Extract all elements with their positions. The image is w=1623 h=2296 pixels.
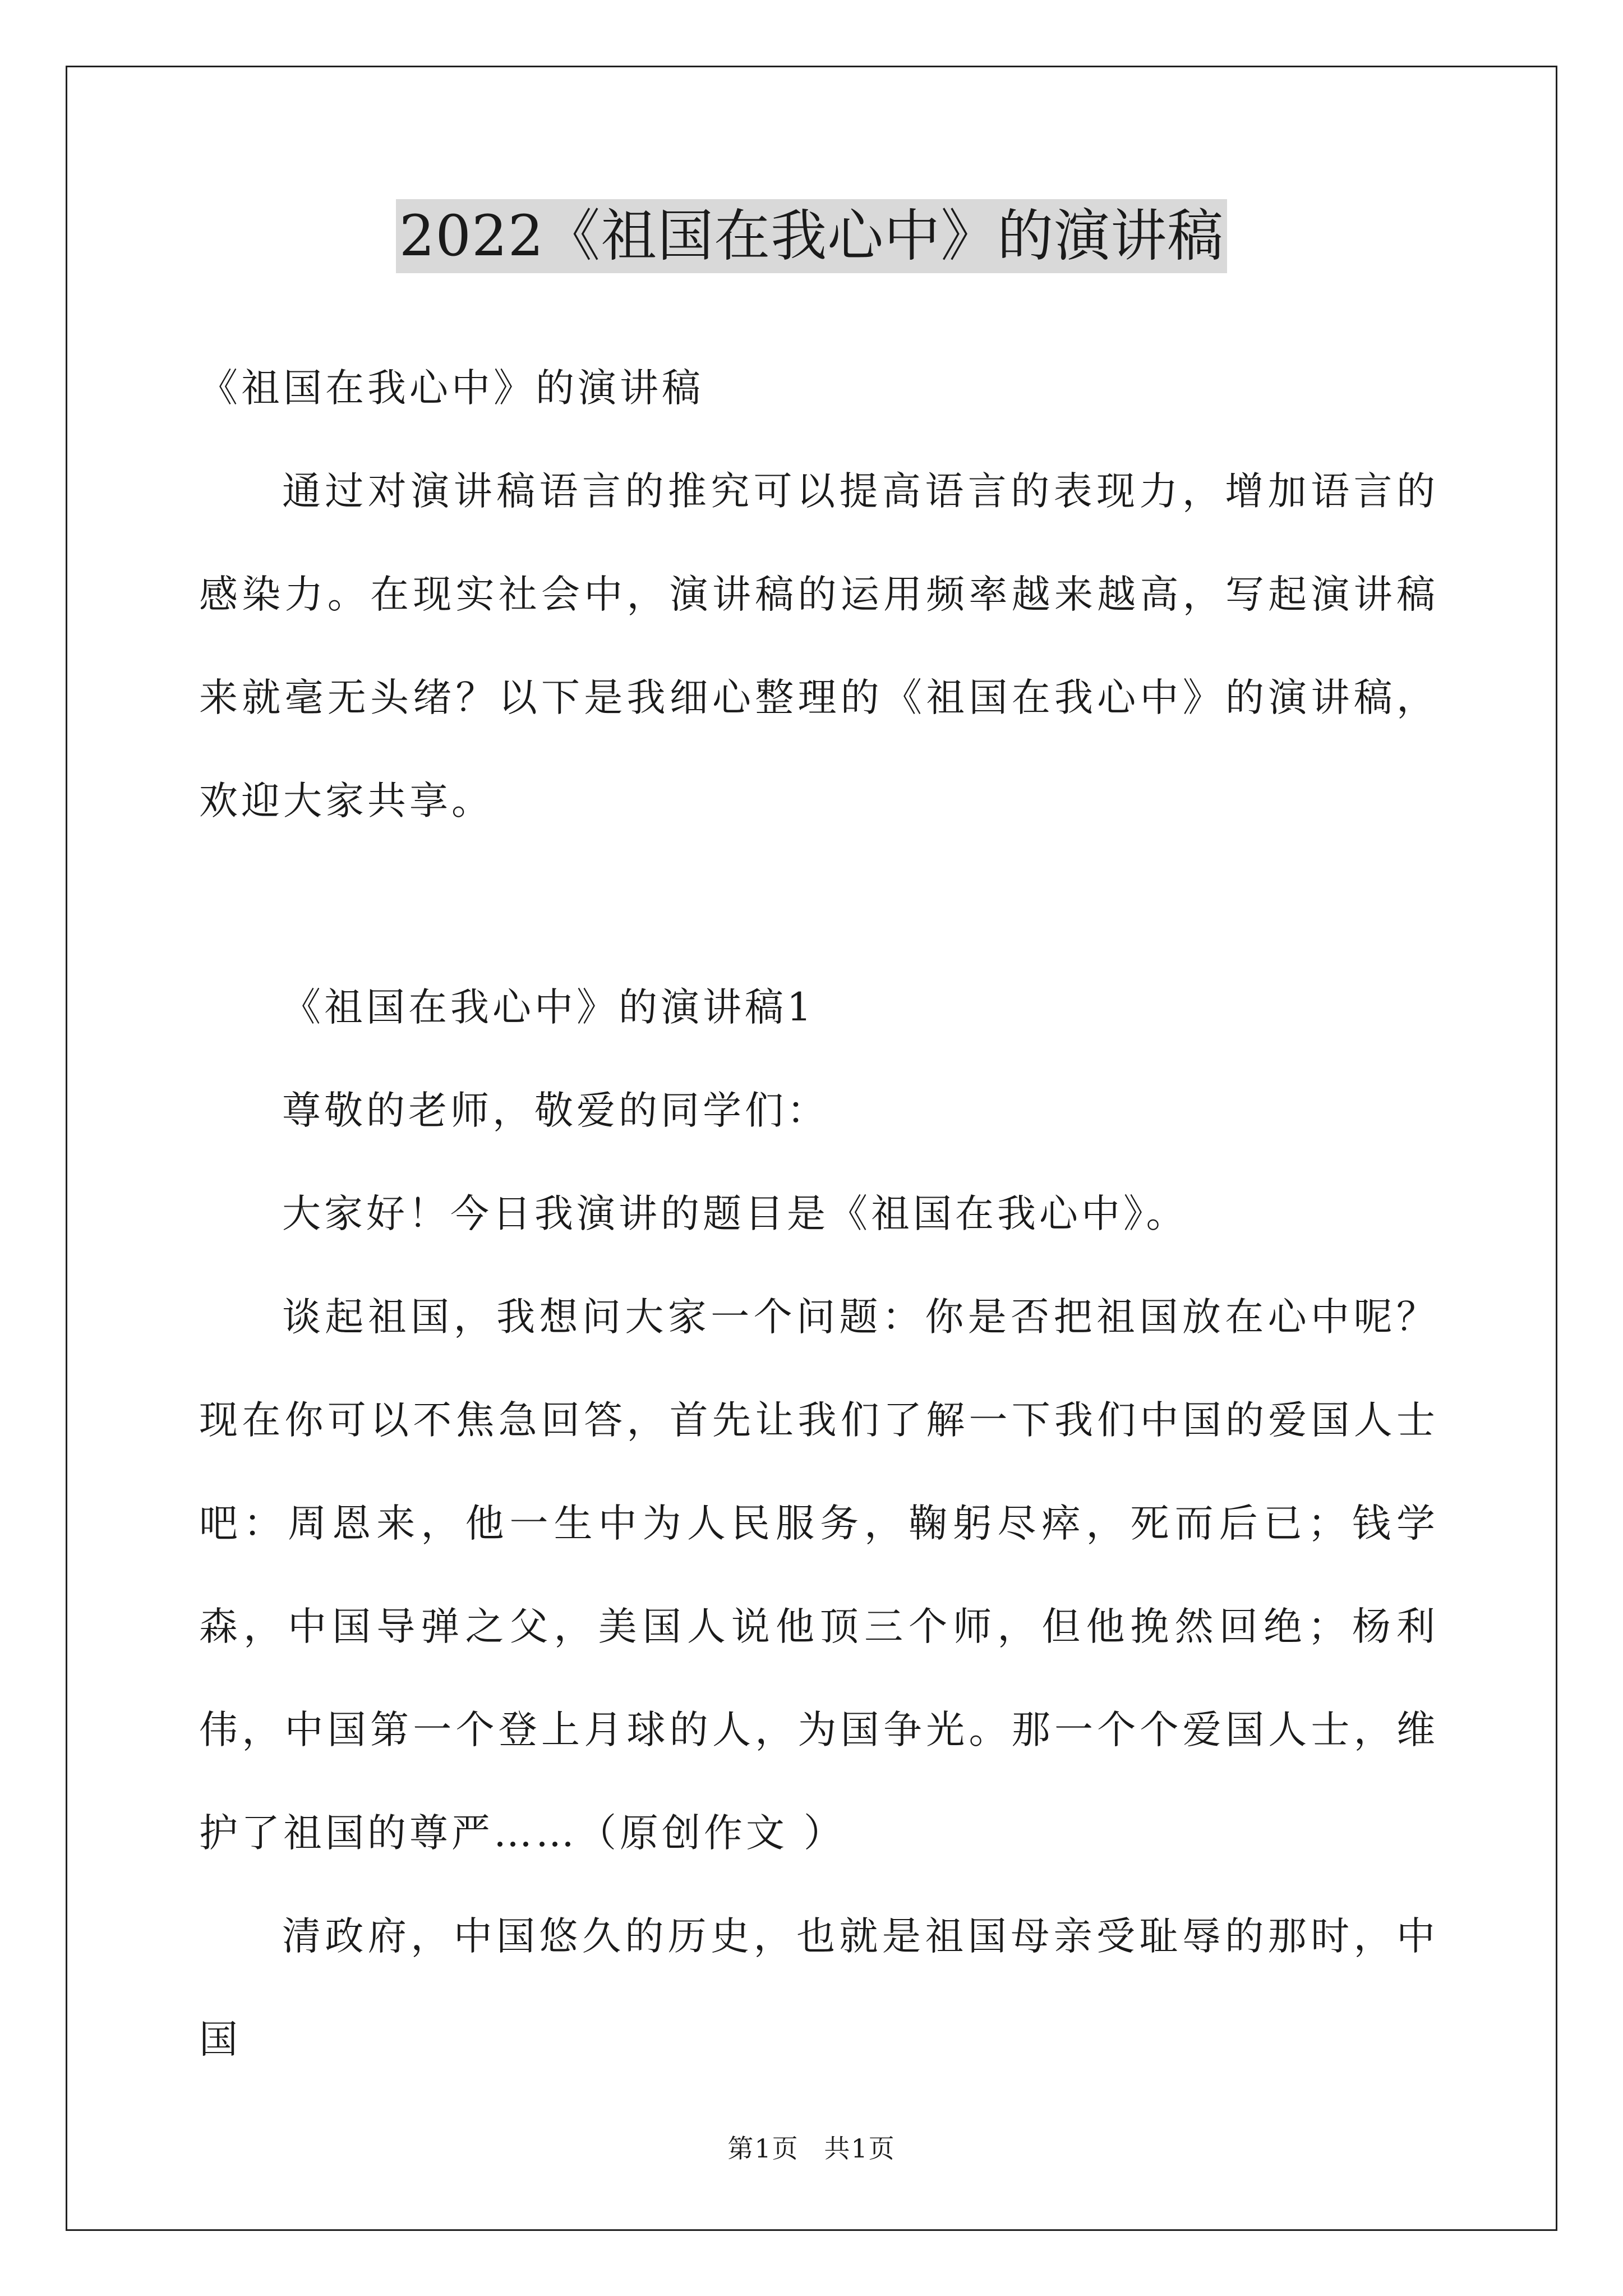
body-paragraph: 清政府，中国悠久的历史，也就是祖国母亲受耻辱的那时，中国 bbox=[199, 1914, 1438, 2062]
greeting-paragraph: 大家好！今日我演讲的题目是《祖国在我心中》。 bbox=[282, 1191, 1188, 1236]
page-footer bbox=[0, 2132, 1623, 2165]
body-paragraph: 谈起祖国，我想问大家一个问题：你是否把祖国放在心中呢？现在你可以不焦急回答，首先让我们了解一下我们中国的爱国人士吧：周恩来，他一生中为人民服务，鞠躬尽瘁，死而后已；钱学森，中国导弹之父，美国人说他顶三个师，但他挽然回绝；杨利伟，中国第一个登上月球的人，为国争光。那一个个爱国人士，维护了祖国的尊严……（原创作文 ） bbox=[199, 1295, 1438, 1856]
paragraph-gap bbox=[199, 853, 1438, 956]
intro-paragraph: 通过对演讲稿语言的推究可以提高语言的表现力，增加语言的感染力。在现实社会中，演讲稿的运用频率越来越高，写起演讲稿来就毫无头绪？以下是我细心整理的《祖国在我心中》的演讲稿，欢迎大家共享。 bbox=[199, 469, 1438, 823]
page-total: 共1页 bbox=[824, 2133, 896, 2164]
document-title: 2022《祖国在我心中》的演讲稿 bbox=[396, 199, 1228, 273]
salutation-paragraph: 尊敬的老师，敬爱的同学们： bbox=[282, 1088, 829, 1133]
title-container bbox=[0, 199, 1623, 273]
page-number: 第1页 bbox=[727, 2133, 799, 2164]
section-heading: 《祖国在我心中》的演讲稿1 bbox=[282, 985, 815, 1030]
document-body bbox=[199, 337, 1438, 2091]
subtitle-paragraph: 《祖国在我心中》的演讲稿 bbox=[199, 366, 704, 411]
